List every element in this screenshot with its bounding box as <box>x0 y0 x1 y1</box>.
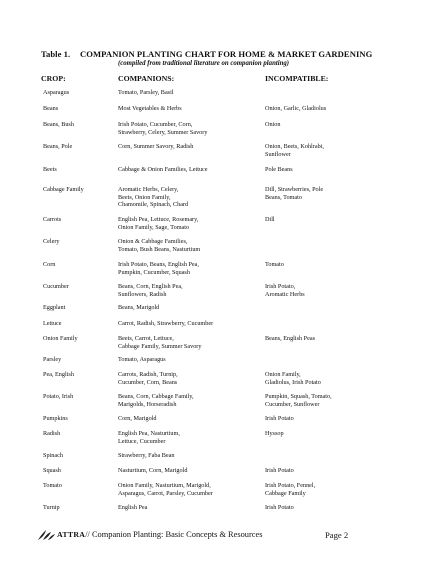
incompatible-cell: Onion, Beets, Kohlrabi, Sunflower <box>265 143 324 158</box>
companions-cell: English Pea <box>118 504 148 511</box>
column-header-crop: CROP: <box>41 74 66 83</box>
companions-cell: English Pea, Lettuce, Rosemary, Onion Family, Sage, Tomato <box>118 216 199 231</box>
crop-cell: Corn <box>43 261 56 268</box>
companions-cell: English Pea, Nasturtium, Lettuce, Cucumber <box>118 430 180 445</box>
crop-cell: Squash <box>43 467 61 474</box>
table-title <box>41 49 372 59</box>
incompatible-cell: Tomato <box>265 261 284 268</box>
incompatible-cell: Onion <box>265 121 281 128</box>
companions-cell: Strawberry, Faba Bean <box>118 452 175 459</box>
companions-cell: Corn, Summer Savory, Radish <box>118 143 194 150</box>
crop-cell: Pea, English <box>43 371 74 378</box>
companions-cell: Most Vegetables & Herbs <box>118 105 182 112</box>
companions-cell: Beets, Carrot, Lettuce, Cabbage Family, Summer Savory <box>118 335 202 350</box>
crop-cell: Carrots <box>43 216 62 223</box>
footer <box>37 529 367 541</box>
crop-cell: Parsley <box>43 356 62 363</box>
crop-cell: Tomato <box>43 482 62 489</box>
companions-cell: Corn, Marigold <box>118 415 157 422</box>
column-header-incompatible: INCOMPATIBLE: <box>265 74 329 83</box>
incompatible-cell: Pumpkin, Squash, Tomato, Cucumber, Sunflower <box>265 393 332 408</box>
crop-cell: Asparagus <box>43 89 70 96</box>
incompatible-cell: Beans, English Peas <box>265 335 316 342</box>
crop-cell: Turnip <box>43 504 60 511</box>
crop-cell: Beans <box>43 105 59 112</box>
table-subtitle: (compiled from traditional literature on companion planting) <box>118 60 290 67</box>
companions-cell: Carrot, Radish, Strawberry, Cucumber <box>118 320 214 327</box>
page-number: Page 2 <box>325 530 349 540</box>
incompatible-cell: Dill, Strawberries, Pole Beans, Tomato <box>265 186 324 201</box>
incompatible-cell: Hyssop <box>265 430 284 437</box>
crop-cell: Beans, Bush <box>43 121 74 128</box>
footer-brand: ATTRA <box>57 529 86 539</box>
crop-cell: Cabbage Family <box>43 186 84 193</box>
incompatible-cell: Pole Beans <box>265 166 293 173</box>
companions-cell: Beans, Marigold <box>118 304 160 311</box>
incompatible-cell: Irish Potato <box>265 467 294 474</box>
crop-cell: Radish <box>43 430 61 437</box>
companions-cell: Beans, Corn, Cabbage Family, Marigolds, Horseradish <box>118 393 194 408</box>
crop-cell: Pumpkins <box>43 415 68 422</box>
incompatible-cell: Irish Potato, Fennel, Cabbage Family <box>265 482 316 497</box>
companions-cell: Nasturtium, Corn, Marigold <box>118 467 188 474</box>
crop-cell: Onion Family <box>43 335 78 342</box>
companions-cell: Irish Potato, Beans, English Pea, Pumpkin, Cucumber, Squash <box>118 261 199 276</box>
companions-cell: Irish Potato, Cucumber, Corn, Strawberry, Celery, Summer Savory <box>118 121 208 136</box>
crop-cell: Spinach <box>43 452 63 459</box>
crop-cell: Beans, Pole <box>43 143 73 150</box>
companions-cell: Cabbage & Onion Families, Lettuce <box>118 166 208 173</box>
companions-cell: Beans, Corn, English Pea, Sunflowers, Radish <box>118 283 183 298</box>
table-number: Table 1. <box>41 49 71 59</box>
incompatible-cell: Irish Potato <box>265 504 294 511</box>
incompatible-cell: Onion Family, Gladiolus, Irish Potato <box>265 371 321 386</box>
leaf-logo-icon <box>37 529 56 541</box>
table-heading: COMPANION PLANTING CHART FOR HOME & MARKET GARDENING <box>80 49 373 59</box>
crop-cell: Eggplant <box>43 304 66 311</box>
incompatible-cell: Irish Potato, Aromatic Herbs <box>265 283 305 298</box>
crop-cell: Celery <box>43 238 60 245</box>
crop-cell: Lettuce <box>43 320 62 327</box>
crop-cell: Beets <box>43 166 57 173</box>
companions-cell: Onion Family, Nasturtium, Marigold, Asparagus, Carrot, Parsley, Cucumber <box>118 482 213 497</box>
incompatible-cell: Dill <box>265 216 275 223</box>
companions-cell: Tomato, Asparagus <box>118 356 166 363</box>
companions-cell: Tomato, Parsley, Basil <box>118 89 174 96</box>
companions-cell: Onion & Cabbage Families, Tomato, Bush Beans, Nasturtium <box>118 238 201 253</box>
crop-cell: Potato, Irish <box>43 393 74 400</box>
incompatible-cell: Irish Potato <box>265 415 294 422</box>
column-header-companions: COMPANIONS: <box>118 74 175 83</box>
footer-text: // Companion Planting: Basic Concepts & Resources <box>85 529 263 539</box>
crop-cell: Cucumber <box>43 283 69 290</box>
companions-cell: Aromatic Herbs, Celery, Beets, Onion Family, Chamomile, Spinach, Chard <box>118 186 189 209</box>
companions-cell: Carrots, Radish, Turnip, Cucumber, Corn, Beans <box>118 371 178 386</box>
incompatible-cell: Onion, Garlic, Gladiolus <box>265 105 327 112</box>
